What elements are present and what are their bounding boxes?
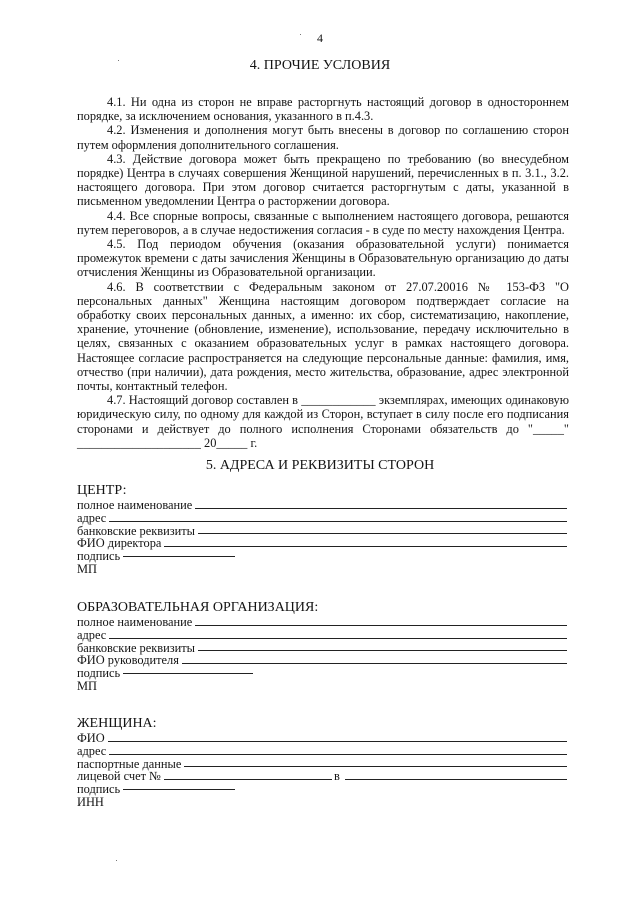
fill-line — [164, 779, 332, 780]
org-full-name-field[interactable] — [77, 616, 567, 629]
clause-4-1: 4.1. Ни одна из сторон не вправе расторгнуть настоящий договор в одностороннем порядке, за исключением основания, указанного в п.4.3. — [77, 95, 569, 124]
field-label: подпись — [77, 549, 121, 564]
fill-line — [195, 625, 567, 626]
field-label: адрес — [77, 627, 107, 642]
clause-4-7: 4.7. Настоящий договор составлен в ____________ экземплярах, имеющих одинаковую юридическую силу, по одному для каждой из Сторон, вступает в силу после его подписания сторонами и действует до полного исполнения Сторонами обязательств до "_____" ____________________ 20_____ г. — [77, 393, 569, 450]
fill-line — [109, 754, 567, 755]
signature-line — [123, 556, 235, 557]
woman-account-field[interactable] — [77, 770, 567, 783]
field-label: адрес — [77, 743, 107, 758]
org-stamp: МП — [77, 678, 97, 693]
signature-line — [123, 789, 235, 790]
woman-block — [77, 716, 567, 809]
field-label: полное наименование — [77, 615, 193, 629]
section-5-title: 5. АДРЕСА И РЕКВИЗИТЫ СТОРОН — [205, 458, 435, 473]
woman-fio-field[interactable] — [77, 732, 567, 745]
woman-title: ЖЕНЩИНА: — [77, 716, 157, 731]
fill-line — [198, 533, 567, 534]
clause-4-6: 4.6. В соответствии с Федеральным законом от 27.07.20016 № 153-ФЗ "О персональных данных" Женщина настоящим договором подтверждает согласие на обработку своих персональных данных, а именно: их сбор, систематизацию, накопление, хранение, уточнение (обновление, изменение), использование, передачу исключительно в целях, связанных с оказанием образовательных услуг в рамках настоящего договора. Настоящее согласие распространяется на следующие персональные данные: фамилия, имя, отчество (при наличии), дата рождения, место жительства, образование, адрес электронной почты, контактный телефон. — [77, 279, 569, 394]
woman-inn: ИНН — [77, 794, 104, 809]
scan-speck — [116, 860, 117, 861]
fill-line — [109, 521, 567, 522]
signature-line — [123, 673, 253, 674]
woman-address-field[interactable] — [77, 745, 567, 758]
field-label: паспортные данные — [77, 756, 182, 771]
org-signature-field[interactable] — [77, 667, 567, 680]
center-block — [77, 483, 567, 576]
page-number: 4 — [317, 31, 323, 45]
fill-line — [109, 638, 567, 639]
center-address-field[interactable] — [77, 512, 567, 525]
fill-line — [198, 650, 567, 651]
clause-4-3: 4.3. Действие договора может быть прекращено по требованию (во внесудебном порядке) Центра в случаях совершения Женщиной нарушений, перечисленных в п. 3.1., 3.2. настоящего договора. При этом договор считается расторгнутым с даты, указанной в письменном уведомлении Центра о расторжении договора. — [77, 151, 569, 209]
field-label: ФИО директора — [77, 536, 162, 551]
woman-signature-field[interactable] — [77, 783, 567, 796]
org-title: ОБРАЗОВАТЕЛЬНАЯ ОРГАНИЗАЦИЯ: — [77, 600, 319, 615]
fill-line — [164, 546, 567, 547]
field-label: полное наименование — [77, 498, 193, 512]
clause-4-4: 4.4. Все спорные вопросы, связанные с выполнением настоящего договора, решаются путем переговоров, а в случае недостижения согласия - в суде по месту нахождения Центра. — [77, 208, 569, 237]
field-label: банковские реквизиты — [77, 523, 196, 538]
org-block — [77, 600, 567, 693]
fill-line — [195, 508, 567, 509]
field-label: подпись — [77, 782, 121, 797]
fill-line — [345, 779, 567, 780]
field-label: ФИО руководителя — [77, 653, 179, 668]
scan-speck — [300, 34, 301, 35]
center-director-field[interactable] — [77, 537, 567, 550]
field-label: банковские реквизиты — [77, 640, 196, 655]
field-label: ФИО — [77, 731, 105, 745]
scan-speck — [118, 60, 119, 61]
section-4-clauses — [77, 95, 569, 450]
center-title: ЦЕНТР: — [77, 483, 127, 498]
field-label: подпись — [77, 666, 121, 681]
section-4-title: 4. ПРОЧИЕ УСЛОВИЯ — [249, 58, 391, 73]
fill-line — [184, 766, 567, 767]
fill-line — [182, 663, 567, 664]
center-signature-field[interactable] — [77, 550, 567, 563]
bank-in-label: в — [333, 769, 340, 784]
field-label: адрес — [77, 510, 107, 525]
clause-4-5: 4.5. Под периодом обучения (оказания образовательной услуги) понимается промежуток времени с даты зачисления Женщины в Образовательную организацию до даты отчисления Женщины из Образовательной организации. — [77, 237, 569, 280]
fill-line — [108, 741, 567, 742]
org-head-field[interactable] — [77, 654, 567, 667]
org-address-field[interactable] — [77, 629, 567, 642]
clause-4-2: 4.2. Изменения и дополнения могут быть внесены в договор по соглашению сторон путем оформления дополнительного соглашения. — [77, 123, 569, 152]
center-full-name-field[interactable] — [77, 499, 567, 512]
center-stamp: МП — [77, 561, 97, 576]
field-label: лицевой счет № — [77, 769, 161, 784]
